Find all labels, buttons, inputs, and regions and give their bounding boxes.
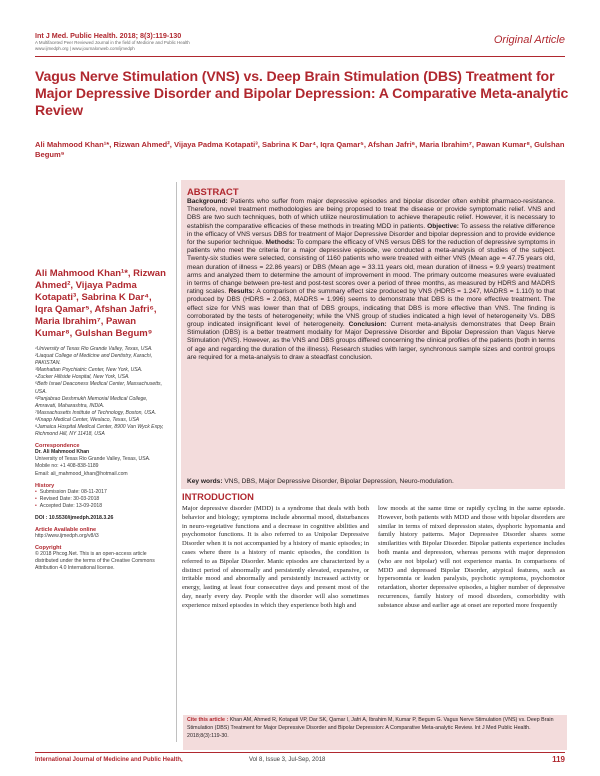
affiliation-item: ⁴Zucker Hillside Hospital, New York, USA. — [35, 374, 130, 381]
footer-issue: Vol 8, Issue 3, Jul-Sep, 2018 — [249, 757, 326, 763]
affiliation-item: ¹University of Texas Rio Grande Valley, Texas, USA. — [35, 346, 153, 352]
objective-label: Objective: — [427, 222, 459, 230]
page-number: 119 — [552, 755, 565, 764]
header-divider — [35, 56, 565, 57]
background-label: Background: — [187, 198, 228, 205]
journal-urls[interactable]: www.ijmedph.org | www.journalonweb.com/ijmedph — [35, 46, 135, 51]
introduction-heading: INTRODUCTION — [182, 491, 254, 502]
journal-subtitle: A Multifaceted Peer Reviewed Journal in the field of Medicine and Public Health — [35, 40, 190, 45]
affiliation-item: ⁵Beth Israel Deaconess Medical Center, Massachusetts, USA. — [35, 381, 162, 395]
affiliation-item: ⁷Massachusetts Institute of Technology, Boston, USA. — [35, 409, 157, 416]
introduction-column-2: low moods at the same time or rapidly cycling in the same episode. However, both patients with MDD and those with bipolar disorders are similar in terms of mixed depression states, dysphoric hypomania and family history patterns. Major Depressive Disorder shares some similarities with Bipolar Disorder. Bipolar patients experience includes both mania and depression, whereas persons with major depression (who are not bipolar) will not experience mania. In comparisons of MDD and depressed Bipolar Disorder, atypical features, such as hypersomnia or leaden paralysis, psychotic symptoms, psychomotor retardation, shorter depressive episodes, a higher number of depressive recurrences, family history of mood disorders, comorbidity with substance abuse and earlier age at onset are reported more frequently — [378, 505, 565, 609]
keywords-label: Key words: — [187, 478, 223, 485]
journal-citation-line: Int J Med. Public Health. 2018; 8(3):119-130 — [35, 31, 182, 40]
online-url-link[interactable]: http://www.ijmedph.org/v8/i3 — [35, 532, 99, 539]
footer-divider — [35, 752, 565, 753]
correspondence-mobile: Mobile no: +1 408-838-1189 — [35, 463, 99, 470]
article-title: Vagus Nerve Stimulation (VNS) vs. Deep Brain Stimulation (DBS) Treatment for Major Depressive Disorder and Bipolar Depression: A Comparative Meta-analytic Review — [35, 68, 569, 118]
methods-text: To compare the efficacy of VNS versus DBS for the reduction of depressive symptoms in patients who meet the criteria for a major depressive episode, we conducted a meta-analysis of studies of the subject. Twenty-six studies were selected, consisting of 1160 patients who were treated with either VNS (Mean age = 47.75 years old, mean duration of illness = 22.86 years) or DBS (Mean age = 33.11 years old, mean duration of illness = 9.9 years) treatment arms and analyzed them to determine the amount of improvement in mood. The primary outcome measures were evaluated in terms of change between pre-test and post-test scores over a period of three months, as measured by HDRS and MADRS rating scales. — [187, 239, 556, 296]
affiliation-item: ⁶Panjabrao Deshmukh Memorial Medical College, Amravati, Maharashtra, INDIA. — [35, 395, 148, 409]
author-list: Ali Mahmood Khan¹*, Rizwan Ahmed², Vijaya Padma Kotapati³, Sabrina K Dar⁴, Iqra Qamar⁵, Afshan Jafri⁶, Maria Ibrahim⁷, Pawan Kumar⁸, Gulshan Begum⁹ — [35, 140, 565, 159]
cite-text: Khan AM, Ahmed R, Kotapati VP, Dar SK, Qamar I, Jafri A, Ibrahim M, Kumar P, Begum G. Vagus Nerve Stimulation (VNS) vs. Deep Brain Stimulation (DBS) Treatment for Major Depressive Disorder and Bipolar Depression: A Comparative Meta-analytic Review. Int J Med Public Health. 2018;8(3):119-30. — [187, 717, 554, 739]
correspondence-heading: Correspondence — [35, 443, 80, 450]
methods-label: Methods: — [265, 239, 295, 247]
affiliation-item: ²Liaquat College of Medicine and Dentistry, Karachi, PAKISTAN. — [35, 353, 153, 367]
results-text: A comparison of the summary effect size produced by VNS (HDRS = 1.247, MADRS = 1.110) to that produced by DBS (HDRS = 2.063, MADRS = 1.996) seems to demonstrate that DBS is the more effective treatment. The effect size for VNS was lower than that of DBS groups, indicating that DBS is more effective than VNS. The finding is corroborated by the tests of heterogeneity; while the VNS group of studies indicated a high level of heterogeneity Vs. DBS group indicated insignificant level of heterogeneity. — [187, 288, 555, 329]
correspondence-email[interactable]: Email: ali_mahmood_khan@hotmail.com — [35, 470, 128, 477]
copyright-heading: Copyright — [35, 544, 62, 551]
column-divider — [176, 182, 177, 742]
cite-label: Cite this article : — [187, 717, 229, 723]
sidebar-authors: Ali Mahmood Khan¹*, Rizwan Ahmed², Vijaya Padma Kotapati³, Sabrina K Dar⁴, Iqra Qamar⁵, Afshan Jafri⁶, Maria Ibrahim⁷, Pawan Kumar⁸, Gulshan Begum⁹ — [35, 268, 166, 339]
history-item: • Revised Date: 30-03-2018 — [35, 496, 170, 503]
affiliation-item: ⁸Knapp Medical Center, Weslaco, Texas, USA — [35, 416, 140, 423]
history-item: • Accepted Date: 13-09-2018 — [35, 503, 170, 510]
left-sidebar — [35, 268, 170, 572]
history-heading: History — [35, 482, 55, 489]
keywords-line — [187, 478, 555, 486]
correspondence-name: Dr. Ali Mahmood Khan — [35, 449, 90, 456]
doi-line[interactable]: DOI : 10.5530/ijmedph.2018.3.26 — [35, 514, 114, 521]
history-item: • Submission Date: 08-11-2017 — [35, 489, 170, 496]
abstract-heading: ABSTRACT — [187, 186, 239, 197]
cite-this-article-box — [183, 715, 567, 750]
affiliation-item: ⁹Jamaica Hospital Medical Center, 8900 Van Wyck Expy, Richmond Hill, NY 11418, USA — [35, 424, 164, 438]
conclusion-text: Current meta-analysis demonstrates that Deep Brain Stimulation (DBS) is a better treatment modality for Major Depressive Disorder and Bipolar Depression than Vagus Nerve Stimulation (VNS). However, as the VNS and DBS groups differed concerning the clinical profiles of the patients (both in terms of age and regarding the duration of the illness). Research studies with larger, synchronous sample sizes and control groups are required for a meta-analysis to draw a steadfast conclusion. — [187, 321, 555, 361]
objective-text: To assess the relative difference in the efficacy of VNS versus DBS for treatment of Major Depressive Disorder and bipolar depression and to provide evidence for the superior technique. — [187, 222, 555, 247]
abstract-body — [187, 198, 555, 362]
correspondence-address: University of Texas Rio Grande Valley, Texas, USA. — [35, 456, 151, 463]
affiliation-list — [35, 346, 170, 438]
introduction-column-1: Major depressive disorder (MDD) is a syndrome that deals with both behavior and biology; symptoms include abnormal mood, disturbances in neuro-vegetative functions and a decrease in cognitive abilities and psychomotor functions. It is also referred to as Unipolar Depressive Disorder when it is not accompanied by a history of manic episodes; in cases where there is a history of manic episodes, the condition is referred to as Bipolar Disorder. Manic episodes are characterized by a distinct period of abnormally and persistently elevated, expansive, or irritable mood and abnormally and persistently increased activity or energy, lasting at least four consecutive days and present most of the day, nearly every day. People with the disorder will also sometimes experience mixed episodes in which they experience both high and — [182, 505, 369, 609]
results-label: Results: — [228, 288, 255, 296]
online-heading: Article Available online — [35, 526, 97, 533]
article-type: Original Article — [493, 34, 565, 46]
background-text: Patients who suffer from major depressive episodes and bipolar disorder often exhibit pharmaco-resistance. Therefore, novel treatment methodologies are being proposed to treat the disease or provide symptomatic relief. VNS and DBS are two such techniques, both of which utilize neurostimulation to achieve therapeutic relief. However, it is necessary to establish the comparative efficacies of these methods in treating MDD in patients. — [187, 198, 555, 230]
copyright-text: © 2018 Phcog.Net. This is an open-access article distributed under the terms of the Creative Commons Attribution 4.0 International license. — [35, 550, 155, 571]
keywords-text: VNS, DBS, Major Depressive Disorder, Bipolar Depression, Neuro-modulation. — [224, 478, 454, 485]
conclusion-label: Conclusion: — [348, 321, 387, 329]
footer-journal-name: International Journal of Medicine and Public Health, — [35, 757, 183, 763]
affiliation-item: ³Manhattan Psychiatric Center, New York, USA. — [35, 367, 143, 374]
history-list — [35, 489, 170, 510]
